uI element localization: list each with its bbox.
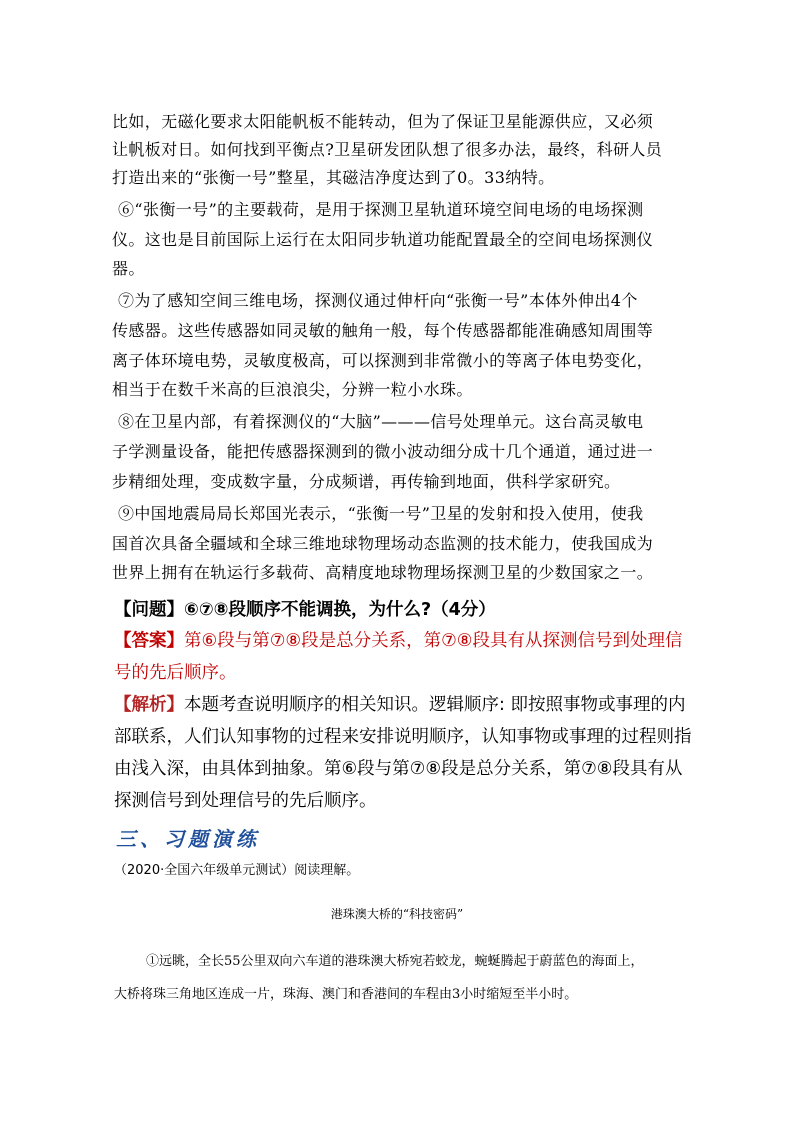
question-tag: 【问题】 bbox=[114, 600, 184, 620]
passage-line: 比如，无磁化要求太阳能帆板不能转动，但为了保证卫星能源供应，又必须 bbox=[112, 112, 654, 131]
passage-line: 让帆板对日。如何找到平衡点?卫星研发团队想了很多办法，最终，科研人员 bbox=[112, 140, 663, 159]
answer-text: 第⑥段与第⑦⑧段是总分关系，第⑦⑧段具有从探测信号到处理信 bbox=[184, 631, 683, 651]
passage-line: 仪。这也是目前国际上运行在太阳同步轨道功能配置最全的空间电场探测仪 bbox=[112, 230, 654, 249]
passage-line: 离子体环境电势，灵敏度极高，可以探测到非常微小的等离子体电势变化， bbox=[112, 351, 654, 370]
passage-line: 器。 bbox=[112, 259, 145, 278]
answer-tag: 【答案】 bbox=[114, 631, 184, 651]
passage-line: 子学测量设备，能把传感器探测到的微小波动细分成十几个通道，通过进一 bbox=[112, 442, 654, 461]
article-line-1: ①远眺，全长55公里双向六车道的港珠澳大桥宛若蛟龙，蜿蜒腾起于蔚蓝色的海面上， bbox=[146, 954, 644, 969]
article-line-2: 大桥将珠三角地区连成一片，珠海、澳门和香港间的车程由3小时缩短至半小时。 bbox=[114, 987, 578, 1002]
passage-line: 世界上拥有在轨运行多载荷、高精度地球物理场探测卫星的少数国家之一。 bbox=[112, 563, 654, 582]
passage-line: 打造出来的“张衡一号”整星，其磁洁净度达到了0。33纳特。 bbox=[112, 168, 555, 187]
analysis-tag: 【解析】 bbox=[114, 695, 184, 715]
passage-line: ⑥“张衡一号”的主要载荷，是用于探测卫星轨道环境空间电场的电场探测 bbox=[118, 200, 644, 219]
section-title: 三、习题演练 bbox=[116, 827, 260, 851]
analysis-text: 本题考查说明顺序的相关知识。逻辑顺序: 即按照事物或事理的内 bbox=[184, 695, 686, 715]
analysis-line-4: 探测信号到处理信号的先后顺序。 bbox=[114, 791, 377, 811]
passage-line: ⑦为了感知空间三维电场，探测仪通过伸杆向“张衡一号”本体外伸出4个 bbox=[118, 291, 638, 310]
answer-line-1 bbox=[114, 630, 682, 652]
passage-line: 步精细处理，变成数字量，分成频谱，再传输到地面，供科学家研究。 bbox=[112, 472, 621, 491]
passage-line: 相当于在数千米高的巨浪浪尖，分辨一粒小水珠。 bbox=[112, 380, 473, 399]
analysis-line-1 bbox=[114, 694, 685, 716]
question bbox=[114, 599, 496, 621]
answer-line-2: 号的先后顺序。 bbox=[114, 663, 237, 683]
passage-line: 国首次具备全疆域和全球三维地球物理场动态监测的技术能力，使我国成为 bbox=[112, 534, 654, 553]
passage-line: ⑨中国地震局局长郑国光表示，“张衡一号”卫星的发射和投入使用，使我 bbox=[118, 504, 644, 523]
analysis-line-3: 由浅入深，由具体到抽象。第⑥段与第⑦⑧段是总分关系，第⑦⑧段具有从 bbox=[114, 759, 683, 779]
question-text: ⑥⑦⑧段顺序不能调换，为什么?（4分） bbox=[184, 600, 496, 620]
exercise-source: （2020·全国六年级单元测试）阅读理解。 bbox=[114, 863, 360, 878]
article-title: 港珠澳大桥的“科技密码” bbox=[330, 907, 464, 921]
passage-line: ⑧在卫星内部，有着探测仪的“大脑”———信号处理单元。这台高灵敏电 bbox=[118, 412, 644, 431]
passage-line: 传感器。这些传感器如同灵敏的触角一般，每个传感器都能准确感知周围等 bbox=[112, 321, 654, 340]
analysis-line-2: 部联系，人们认知事物的过程来安排说明顺序，认知事物或事理的过程则指 bbox=[114, 727, 692, 747]
